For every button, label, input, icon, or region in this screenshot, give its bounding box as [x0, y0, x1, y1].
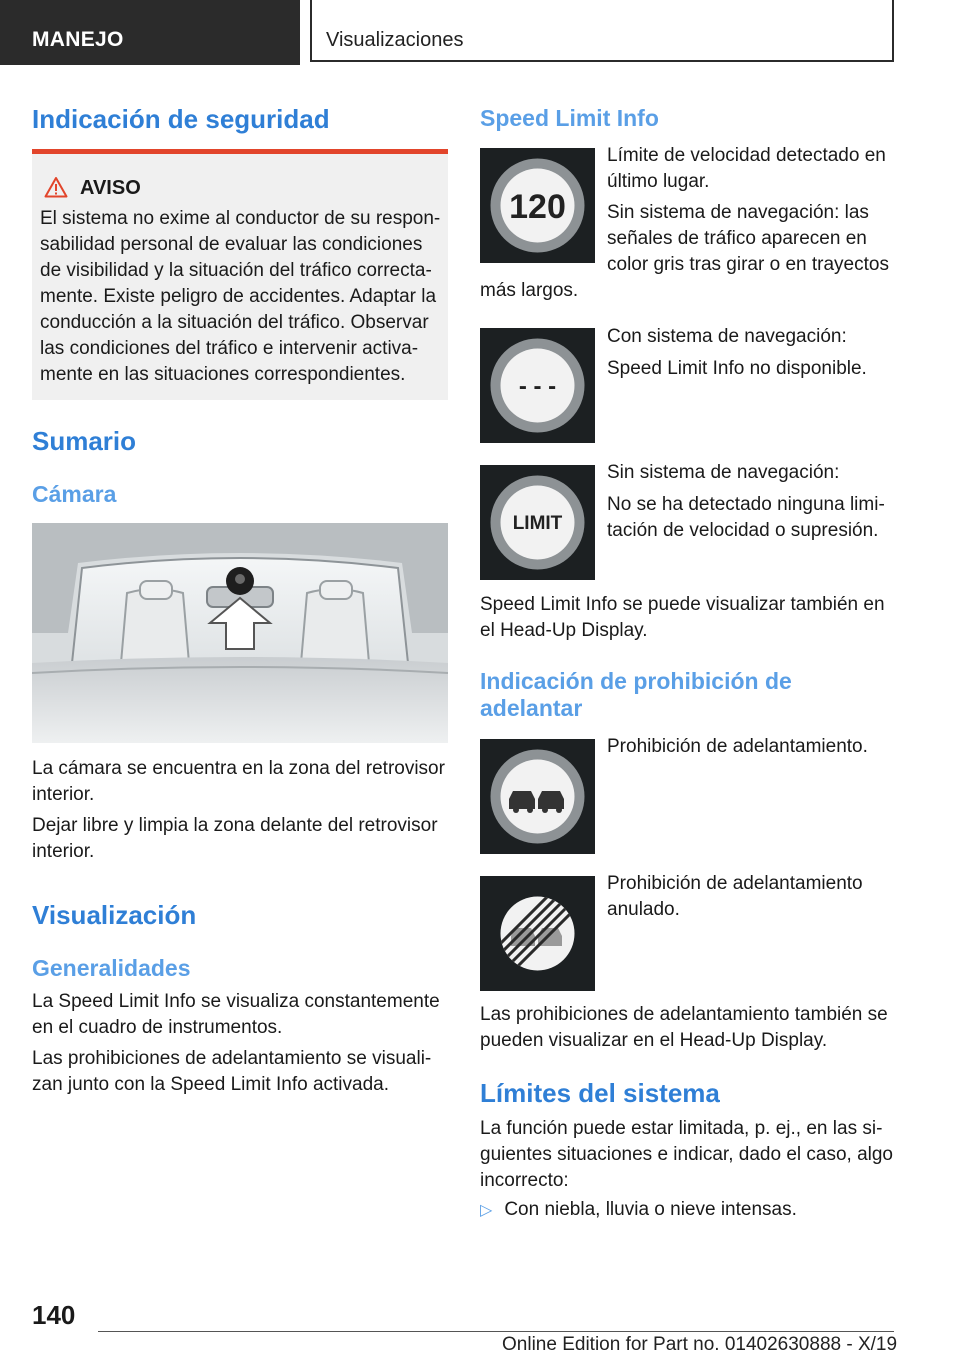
hud-paragraph: Speed Limit Info se puede visualizar también en el Head-Up Display. — [480, 594, 885, 641]
sign-120-value: 120 — [509, 188, 566, 226]
warning-triangle-icon — [44, 176, 68, 198]
general-paragraph-1: La Speed Limit Info se visualiza constantemente en el cuadro de instrumentos. — [32, 991, 440, 1038]
footer-divider — [98, 1331, 894, 1332]
sign-dashes-value: - - - — [518, 373, 557, 400]
sign4-description: Prohibición de adelantamiento. — [607, 736, 868, 757]
warning-line: El sistema no exime al conductor de su respon- — [40, 208, 441, 229]
no-overtaking-sign-icon — [480, 739, 595, 854]
sign-limit-value: LIMIT — [512, 513, 563, 534]
camera-location-illustration — [32, 523, 448, 743]
sign1-description-3: más largos. — [480, 280, 579, 301]
warning-line: mente. Existe peligro de accidentes. Adaptar la — [40, 286, 437, 307]
sign2-description-2: Speed Limit Info no disponible. — [607, 358, 867, 379]
system-limits-heading: Límites del sistema — [480, 1078, 720, 1108]
footer-edition: Online Edition for Part no. 01402630888 - X/19 — [502, 1334, 898, 1355]
sign3-description-2: No se ha detectado ninguna limi- tación de velocidad o supresión. — [607, 494, 885, 541]
camera-heading: Cámara — [32, 481, 117, 507]
general-heading: Generalidades — [32, 955, 191, 981]
warning-title — [44, 176, 141, 200]
header-chapter-label: Visualizaciones — [326, 29, 464, 51]
warning-text — [40, 206, 442, 388]
sign5-description: Prohibición de adelantamiento anulado. — [607, 873, 863, 920]
header-section-tab — [0, 0, 300, 65]
camera-paragraph-2: Dejar libre y limpia la zona delante del retrovisor interior. — [32, 815, 438, 862]
header-section-label: MANEJO — [32, 28, 124, 51]
overtaking-heading: Indicación de prohibición de adelantar — [480, 668, 792, 721]
sign1-description-2: Sin sistema de navegación: las señales de tráfico aparecen en color gris tras girar o en trayectos — [607, 202, 889, 275]
system-limits-paragraph: La función puede estar limitada, p. ej., en las si- guientes situaciones e indicar, dado el caso, algo incorrecto: — [480, 1118, 893, 1191]
general-paragraph-2: Las prohibiciones de adelantamiento se visuali- zan junto con la Speed Limit Info activada. — [32, 1048, 432, 1095]
display-heading: Visualización — [32, 900, 197, 930]
sign2-description: Con sistema de navegación: — [607, 326, 847, 347]
header-chapter-tab — [310, 0, 894, 62]
summary-heading: Sumario — [32, 426, 137, 456]
triangle-bullet-icon: ▷ — [480, 1202, 493, 1219]
speed-limit-unavailable-sign-icon — [480, 328, 595, 443]
warning-box — [32, 149, 448, 400]
warning-line: conducción a la situación del tráfico. Observar — [40, 312, 429, 333]
end-no-overtaking-sign-icon — [480, 876, 595, 991]
list-item: ▷ Con niebla, lluvia o nieve intensas. — [480, 1199, 797, 1220]
warning-line: mente en las situaciones correspondientes. — [40, 364, 406, 385]
limit-sign-icon — [480, 465, 595, 580]
page-number: 140 — [32, 1300, 76, 1330]
camera-paragraph-1: La cámara se encuentra en la zona del retrovisor interior. — [32, 758, 445, 805]
speed-limit-120-sign-icon — [480, 148, 595, 263]
warning-line: de visibilidad y la situación del tráfico correcta- — [40, 260, 432, 281]
safety-heading: Indicación de seguridad — [32, 104, 330, 134]
warning-line: sabilidad personal de evaluar las condiciones — [40, 234, 423, 255]
warning-title-label: AVISO — [80, 177, 141, 199]
warning-line: las condiciones del tráfico e intervenir activa- — [40, 338, 419, 359]
overtaking-hud-paragraph: Las prohibiciones de adelantamiento también se pueden visualizar en el Head-Up Display. — [480, 1004, 888, 1051]
speed-limit-info-heading: Speed Limit Info — [480, 105, 659, 131]
sign3-description: Sin sistema de navegación: — [607, 462, 840, 483]
sign1-description: Límite de velocidad detectado en último lugar. — [607, 145, 886, 192]
